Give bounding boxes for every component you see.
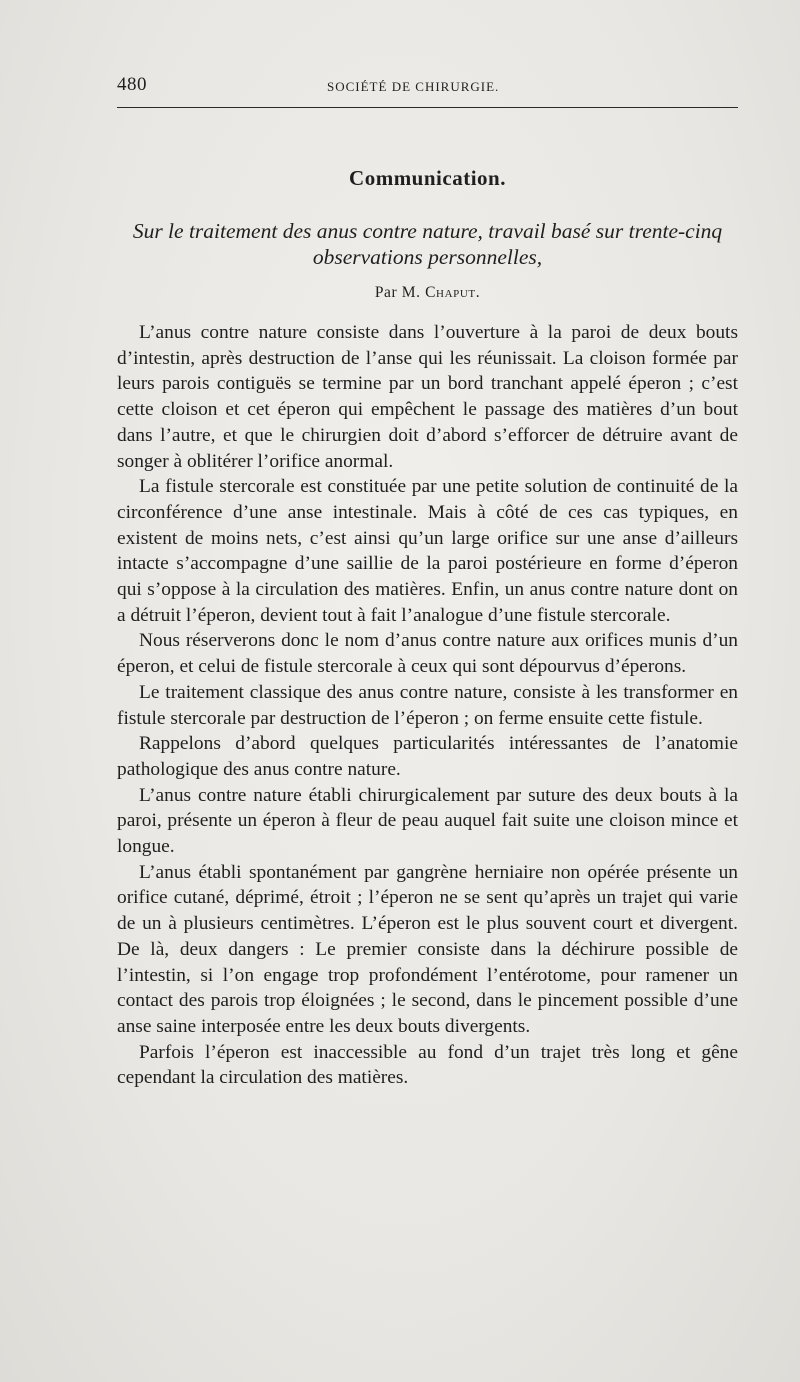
paragraph: L’anus contre nature établi chirurgicalement par suture des deux bouts à la paroi, présente un éperon à fleur de peau auquel fait suite une cloison mince et longue. xyxy=(117,784,738,858)
byline xyxy=(117,284,738,302)
page-number: 480 xyxy=(117,74,147,95)
paragraph: La fistule stercorale est constituée par une petite solution de continuité de la circonférence d’une anse intestinale. Mais à côté de ces cas typiques, en existent de moins nets, c’est ainsi qu’un large orifice sur une anse d’ailleurs intacte s’accompagne d’une saillie de la paroi postérieure en forme d’éperon qui s’oppose à la circulation des matières. Enfin, un anus contre nature dont on a détruit l’éperon, devient tout à fait l’analogue d’une fistule stercorale. xyxy=(117,476,738,626)
paragraph: Nous réserverons donc le nom d’anus contre nature aux orifices munis d’un éperon, et celui de fistule stercorale à ceux qui sont dépourvus d’éperons. xyxy=(117,630,738,678)
byline-author: Chaput. xyxy=(425,284,481,301)
section-title: Communication. xyxy=(349,166,506,190)
header-rule xyxy=(117,107,738,108)
article-title: Sur le traitement des anus contre nature, travail basé sur trente-cinq observations personnelles, xyxy=(132,219,723,269)
paragraph: Rappelons d’abord quelques particularités intéressantes de l’anatomie pathologique des anus contre nature. xyxy=(117,733,738,780)
paragraph: Parfois l’éperon est inaccessible au fond d’un trajet très long et gêne cependant la circulation des matières. xyxy=(117,1041,738,1089)
article-body xyxy=(117,320,738,1091)
paragraph: Le traitement classique des anus contre nature, consiste à les transformer en fistule stercorale par destruction de l’éperon ; on ferme ensuite cette fistule. xyxy=(117,681,738,729)
running-head: SOCIÉTÉ DE CHIRURGIE. xyxy=(327,79,500,94)
byline-prefix: Par M. xyxy=(374,284,421,301)
paragraph: L’anus contre nature consiste dans l’ouverture à la paroi de deux bouts d’intestin, après destruction de l’anse qui les réunissait. La cloison formée par leurs parois contiguës se termine par un bord tranchant appelé éperon ; c’est cette cloison et cet éperon qui empêchent le passage des matières d’un bout dans l’autre, et que le chirurgien doit d’abord s’efforcer de détruire avant de songer à oblitérer l’orifice anormal. xyxy=(117,322,738,472)
paragraph: L’anus établi spontanément par gangrène herniaire non opérée présente un orifice cutané, déprimé, étroit ; l’éperon ne se sent qu’après un trajet qui varie de un à plusieurs centimètres. L’éperon est le plus souvent court et divergent. De là, deux dangers : Le premier consiste dans la déchirure possible de l’intestin, si l’on engage trop profondément l’entérotome, pour ramener un contact des parois trop éloignées ; le second, dans le pincement possible d’une anse saine interposée entre les deux bouts divergents. xyxy=(117,861,738,1037)
page-header xyxy=(117,74,738,98)
